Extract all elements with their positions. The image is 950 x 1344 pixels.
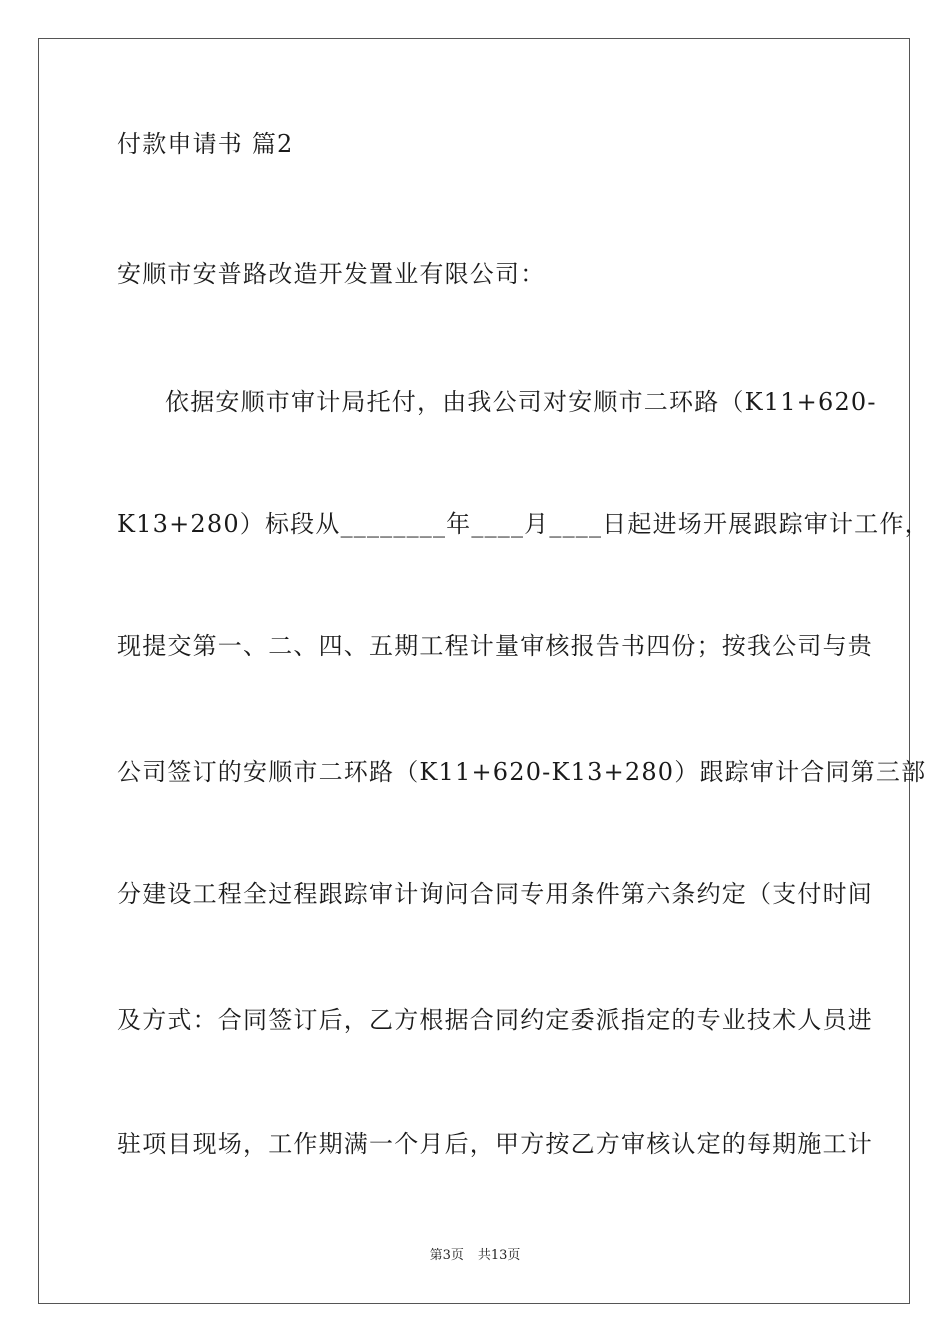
page-number: 第3页 [429, 1248, 464, 1263]
page-footer [0, 1247, 950, 1265]
paragraph-line: 及方式：合同签订后，乙方根据合同约定委派指定的专业技术人员进 [117, 1006, 873, 1034]
paragraph-line: 分建设工程全过程跟踪审计询问合同专用条件第六条约定（支付时间 [117, 880, 873, 908]
total-pages: 共13页 [477, 1248, 521, 1263]
document-heading: 付款申请书 篇2 [117, 130, 294, 158]
paragraph-line: 现提交第一、二、四、五期工程计量审核报告书四份；按我公司与贵 [117, 632, 873, 660]
paragraph-line: 公司签订的安顺市二环路（K11+620-K13+280）跟踪审计合同第三部 [117, 758, 927, 786]
paragraph-line: K13+280）标段从________年____月____日起进场开展跟踪审计工作， [117, 510, 930, 538]
page-border [38, 38, 910, 1304]
paragraph-line: 驻项目现场，工作期满一个月后，甲方按乙方审核认定的每期施工计 [117, 1130, 873, 1158]
paragraph-line: 依据安顺市审计局托付，由我公司对安顺市二环路（K11+620- [165, 388, 877, 416]
addressee-line: 安顺市安普路改造开发置业有限公司： [117, 260, 546, 288]
